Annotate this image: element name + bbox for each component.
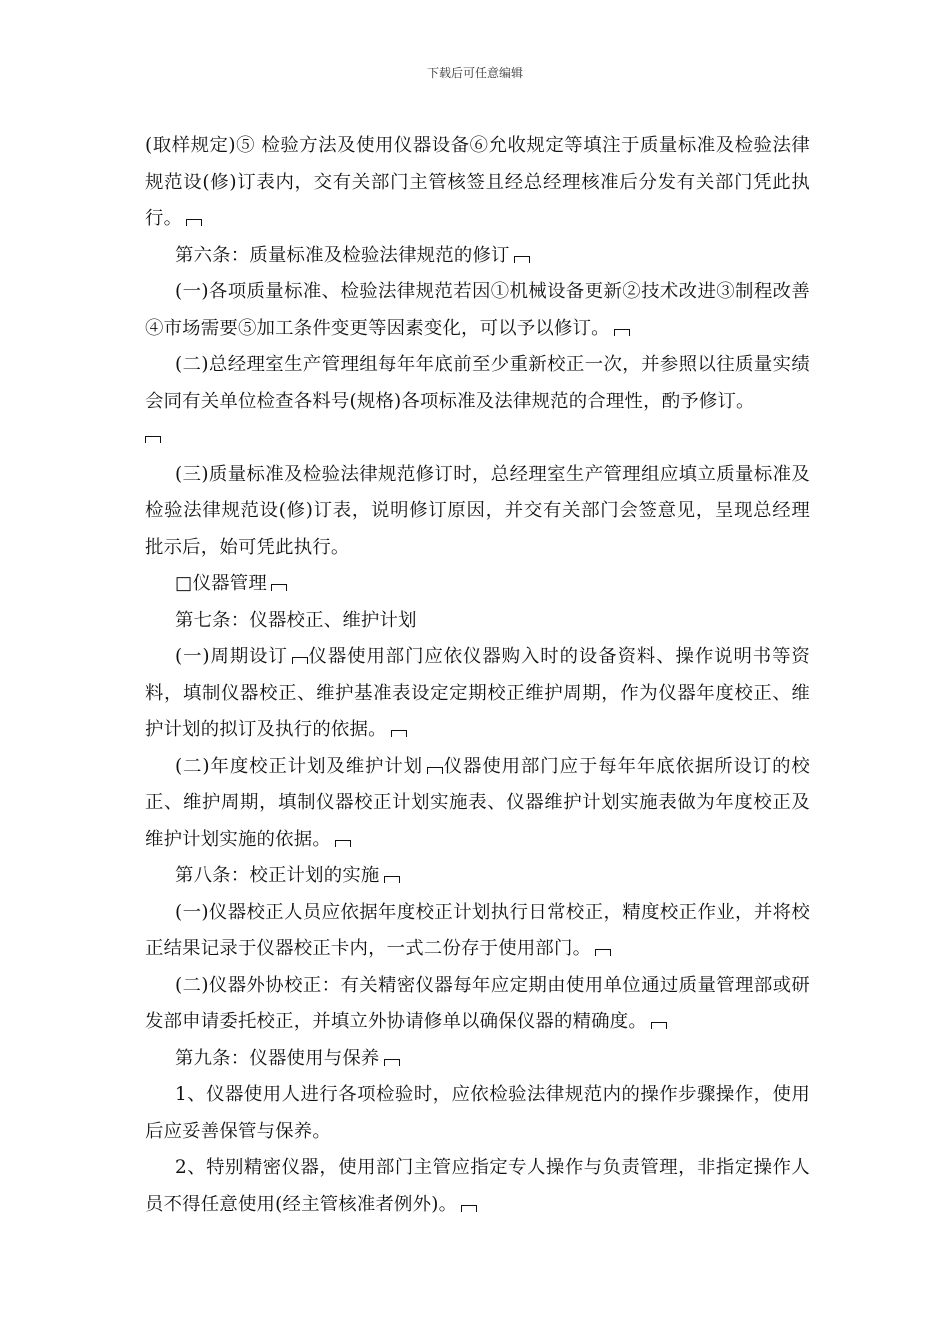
- article-8-item-1: (一)仪器校正人员应依据年度校正计划执行日常校正，精度校正作业，并将校正结果记录于仪器校正卡内，一式二份存于使用部门。: [145, 901, 810, 959]
- paragraph-mark-icon: [186, 219, 202, 226]
- article-7-item-1: (一)周期设订 仪器使用部门应依仪器购入时的设备资料、操作说明书等资料，填制仪器校正、维护基准表设定定期校正维护周期，作为仪器年度校正、维护计划的拟订及执行的依据。: [145, 646, 810, 740]
- article-9-heading: 第九条：仪器使用与保养: [145, 1041, 810, 1078]
- paragraph-mark-icon: [651, 1022, 667, 1029]
- article-7-heading: 第七条：仪器校正、维护计划: [175, 609, 417, 631]
- empty-line: [145, 420, 810, 457]
- paragraph-mark-icon: [292, 657, 308, 664]
- article-8-heading: 第八条：校正计划的实施: [145, 858, 810, 895]
- paragraph-mark-icon: [427, 767, 443, 774]
- article-9-item-2: 2、特别精密仪器，使用部门主管应指定专人操作与负责管理，非指定操作人员不得任意使用(经主管核准者例外)。: [145, 1157, 810, 1215]
- paragraph-mark-icon: [384, 876, 400, 883]
- article-6-heading: 第六条：质量标准及检验法律规范的修订: [145, 238, 810, 275]
- paragraph-mark-icon: [335, 840, 351, 847]
- article-8-item-2: (二)仪器外协校正：有关精密仪器每年应定期由使用单位通过质量管理部或研发部申请委托校正，并填立外协请修单以确保仪器的精确度。: [145, 974, 810, 1032]
- paragraph-mark-icon: [514, 256, 530, 263]
- paragraph-mark-icon: [614, 329, 630, 336]
- paragraph-mark-icon: [595, 949, 611, 956]
- paragraph-mark-icon: [145, 436, 161, 443]
- section-instrument-management: □仪器管理: [145, 566, 810, 603]
- paragraph-mark-icon: [271, 584, 287, 591]
- article-6-item-1: (一)各项质量标准、检验法律规范若因①机械设备更新②技术改进③制程改善④市场需要⑤加工条件变更等因素变化，可以予以修订。: [145, 281, 810, 339]
- paragraph-mark-icon: [391, 730, 407, 737]
- paragraph-mark-icon: [461, 1205, 477, 1212]
- article-6-item-3: (三)质量标准及检验法律规范修订时，总经理室生产管理组应填立质量标准及检验法律规范设(修)订表，说明修订原因，并交有关部门会签意见，呈现总经理批示后，始可凭此执行。: [145, 463, 810, 558]
- article-6-item-2: (二)总经理室生产管理组每年年底前至少重新校正一次，并参照以往质量实绩会同有关单位检查各料号(规格)各项标准及法律规范的合理性，酌予修订。: [145, 354, 810, 412]
- page-header: 下载后可任意编辑: [426, 66, 523, 80]
- article-9-item-1: 1、仪器使用人进行各项检验时，应依检验法律规范内的操作步骤操作，使用后应妥善保管与保养。: [145, 1084, 810, 1142]
- article-7-item-2: (二)年度校正计划及维护计划 仪器使用部门应于每年年底依据所设订的校正、维护周期，填制仪器校正计划实施表、仪器维护计划实施表做为年度校正及维护计划实施的依据。: [145, 755, 810, 850]
- document-body: [145, 128, 810, 1223]
- paragraph-mark-icon: [384, 1059, 400, 1066]
- paragraph-sampling-rules: (取样规定)⑤ 检验方法及使用仪器设备⑥允收规定等填注于质量标准及检验法律规范设(修)订表内，交有关部门主管核签且经总经理核准后分发有关部门凭此执行。: [145, 135, 810, 229]
